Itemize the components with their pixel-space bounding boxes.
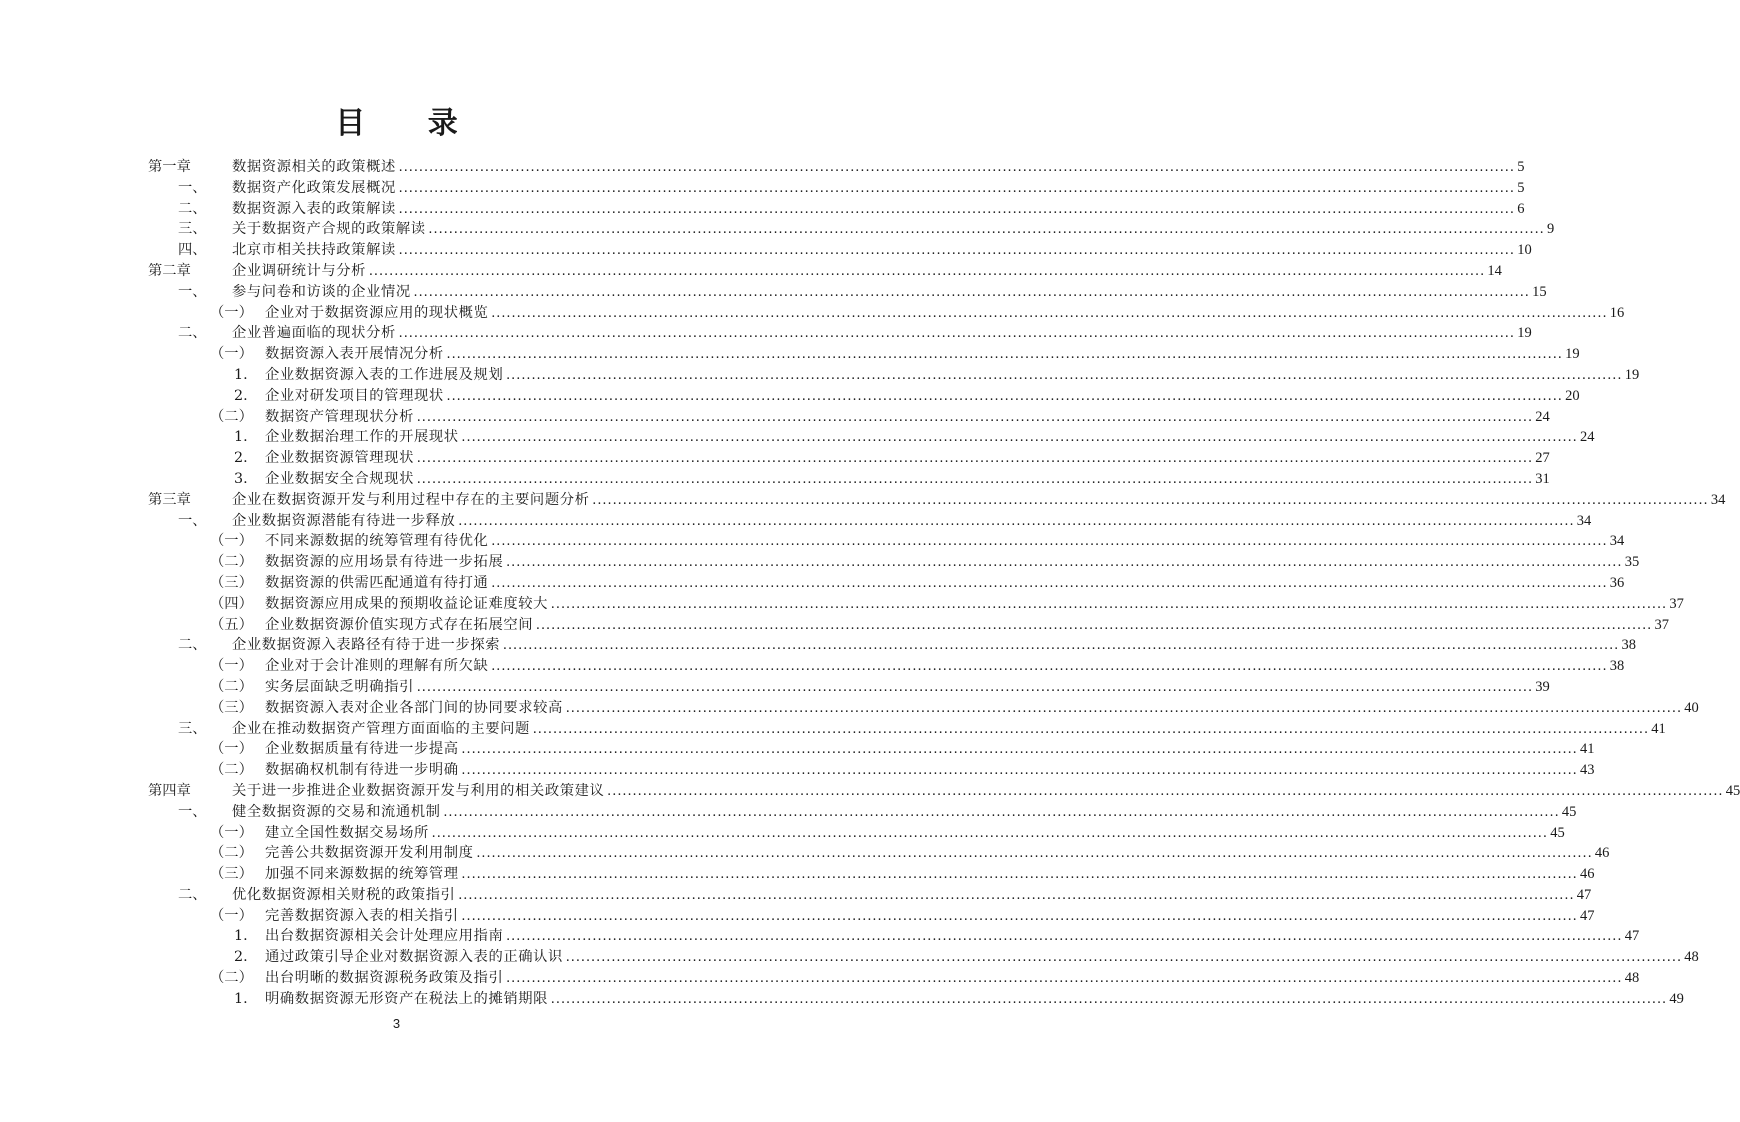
toc-entry-title: 企业数据资源潜能有待进一步释放 — [232, 512, 456, 529]
toc-entry-number: 1. — [234, 990, 248, 1007]
toc-entry-body — [265, 926, 1640, 947]
toc-entry-title: 企业在数据资源开发与利用过程中存在的主要问题分析 — [232, 491, 590, 508]
toc-entry-title: 数据资源入表对企业各部门间的协同要求较高 — [265, 699, 563, 716]
toc-entry[interactable] — [148, 240, 1532, 261]
toc-entry-title: 实务层面缺乏明确指引 — [265, 678, 414, 695]
toc-entry-title: 关于进一步推进企业数据资源开发与利用的相关政策建议 — [232, 782, 605, 799]
toc-entry-number: 二、 — [178, 637, 207, 654]
toc-entry-title: 企业数据安全合规现状 — [265, 470, 414, 487]
toc-entry-title: 出台明晰的数据资源税务政策及指引 — [265, 970, 504, 987]
toc-entry-page: 5 — [1517, 159, 1525, 175]
toc-entry-page: 39 — [1535, 678, 1550, 695]
toc-entry-body — [265, 407, 1550, 428]
toc-entry[interactable] — [148, 781, 1740, 802]
toc-entry-title: 参与问卷和访谈的企业情况 — [232, 283, 411, 300]
toc-entry[interactable] — [148, 365, 1640, 386]
toc-entry-title: 数据资源的应用场景有待进一步拓展 — [265, 554, 504, 571]
toc-entry-page: 5 — [1517, 179, 1525, 196]
toc-dot-leader: ............................................................................................................................................................................................................................ — [461, 741, 1578, 758]
toc-entry[interactable] — [148, 802, 1577, 823]
toc-dot-leader: ............................................................................................................................................................................................................................ — [458, 886, 1575, 903]
toc-dot-leader: ............................................................................................................................................................................................................................ — [532, 720, 1650, 737]
toc-entry-page: 37 — [1669, 595, 1684, 612]
toc-dot-leader: ............................................................................................................................................................................................................................ — [551, 990, 1668, 1007]
toc-entry[interactable] — [148, 490, 1726, 511]
toc-entry-number: （一） — [210, 346, 253, 363]
toc-entry-title: 企业数据治理工作的开展现状 — [265, 429, 459, 446]
toc-entry[interactable] — [148, 407, 1550, 428]
toc-entry-title: 企业数据资源入表的工作进展及规划 — [265, 366, 504, 383]
toc-entry-title: 企业数据资源入表路径有待于进一步探索 — [232, 637, 501, 654]
toc-entry-page: 10 — [1517, 242, 1532, 259]
toc-entry-body — [232, 199, 1525, 220]
toc-entry-body — [265, 823, 1565, 844]
toc-entry-body — [232, 719, 1666, 740]
toc-entry-title: 企业对于会计准则的理解有所欠缺 — [265, 658, 489, 675]
toc-entry-number: （三） — [210, 574, 253, 591]
toc-dot-leader: ............................................................................................................................................................................................................................ — [416, 408, 1534, 425]
toc-entry-page: 14 — [1487, 262, 1502, 279]
toc-entry-body — [232, 219, 1555, 240]
toc-dot-leader: ............................................................................................................................................................................................................................ — [413, 283, 1531, 300]
toc-entry-body — [265, 843, 1610, 864]
toc-entry-number: 一、 — [178, 803, 207, 820]
toc-entry-title: 出台数据资源相关会计处理应用指南 — [265, 928, 504, 945]
toc-entry-page: 37 — [1654, 616, 1669, 633]
toc-entry-body — [265, 303, 1625, 324]
toc-entry-title: 数据资源相关的政策概述 — [232, 159, 396, 175]
toc-entry-number: 第二章 — [148, 262, 191, 279]
toc-entry[interactable] — [148, 157, 1525, 178]
toc-entry-number: （一） — [210, 533, 253, 550]
toc-entry-body — [265, 906, 1595, 927]
toc-dot-leader: ............................................................................................................................................................................................................................ — [443, 803, 1560, 820]
toc-entry-body — [265, 947, 1699, 968]
toc-entry-title: 北京市相关扶持政策解读 — [232, 242, 396, 259]
toc-entry-number: 二、 — [178, 886, 207, 903]
toc-entry-body — [232, 490, 1726, 511]
toc-entry-title: 企业在推动数据资产管理方面面临的主要问题 — [232, 720, 530, 737]
toc-entry-number: （二） — [210, 970, 253, 987]
toc-entry[interactable] — [148, 261, 1502, 282]
toc-entry-page: 24 — [1580, 429, 1595, 446]
toc-entry-page: 24 — [1535, 408, 1550, 425]
toc-entry-body — [232, 802, 1577, 823]
toc-entry-title: 企业对研发项目的管理现状 — [265, 387, 444, 404]
toc-entry-body — [232, 511, 1592, 532]
toc-entry[interactable] — [148, 615, 1669, 636]
toc-dot-leader: ............................................................................................................................................................................................................................ — [446, 387, 1564, 404]
toc-dot-leader: ............................................................................................................................................................................................................................ — [506, 554, 1623, 571]
toc-entry-page: 19 — [1565, 346, 1580, 363]
toc-dot-leader: ............................................................................................................................................................................................................................ — [398, 200, 1516, 217]
toc-entry-body — [265, 365, 1640, 386]
toc-entry-page: 31 — [1535, 470, 1550, 487]
toc-entry-number: 2. — [234, 387, 248, 404]
toc-entry-body — [232, 261, 1502, 282]
toc-entry[interactable] — [148, 344, 1580, 365]
toc-entry-page: 47 — [1580, 907, 1595, 924]
toc-entry-body — [232, 240, 1532, 261]
toc-entry-page: 16 — [1609, 304, 1625, 321]
toc-entry[interactable] — [148, 843, 1610, 864]
toc-entry-number: 二、 — [178, 325, 207, 342]
toc-entry-page: 34 — [1576, 512, 1592, 529]
toc-entry[interactable] — [148, 386, 1580, 407]
toc-entry-body — [265, 698, 1699, 719]
toc-entry[interactable] — [148, 199, 1525, 220]
toc-dot-leader: ............................................................................................................................................................................................................................ — [458, 512, 1575, 529]
toc-entry[interactable] — [148, 823, 1565, 844]
toc-dot-leader: ............................................................................................................................................................................................................................ — [565, 699, 1683, 716]
toc-entry-number: （二） — [210, 762, 253, 779]
toc-entry-page: 34 — [1609, 533, 1625, 550]
toc-entry[interactable] — [148, 511, 1592, 532]
toc-dot-leader: ............................................................................................................................................................................................................................ — [491, 304, 1608, 321]
page-number: 3 — [392, 1016, 401, 1031]
toc-entry-page: 6 — [1517, 200, 1525, 217]
toc-entry-title: 加强不同来源数据的统筹管理 — [265, 866, 459, 883]
toc-entry-number: 三、 — [178, 720, 207, 737]
toc-dot-leader: ............................................................................................................................................................................................................................ — [369, 262, 1486, 279]
toc-dot-leader: ............................................................................................................................................................................................................................ — [398, 325, 1516, 342]
toc-dot-leader: ............................................................................................................................................................................................................................ — [416, 450, 1534, 467]
toc-entry-page: 35 — [1624, 554, 1640, 571]
toc-entry-title: 数据资源应用成果的预期收益论证难度较大 — [265, 595, 549, 612]
toc-entry-page: 47 — [1624, 928, 1640, 945]
toc-entry-page: 45 — [1725, 782, 1740, 799]
toc-entry[interactable] — [148, 531, 1625, 552]
toc-entry[interactable] — [148, 885, 1592, 906]
toc-entry-number: 1. — [234, 928, 248, 945]
toc-entry-page: 43 — [1580, 762, 1595, 779]
toc-entry-body — [265, 864, 1595, 885]
toc-entry-body — [265, 469, 1550, 490]
toc-entry-title: 完善数据资源入表的相关指引 — [265, 907, 459, 924]
toc-entry-number: （四） — [210, 595, 253, 612]
toc-entry-body — [232, 885, 1592, 906]
toc-entry-number: （一） — [210, 741, 253, 758]
toc-entry[interactable] — [148, 968, 1640, 989]
toc-entry-title: 数据资产管理现状分析 — [265, 408, 414, 425]
toc-entry-page: 20 — [1565, 387, 1580, 404]
toc-entry-number: 3. — [234, 470, 248, 487]
toc-entry-number: （一） — [210, 658, 253, 675]
toc-entry-title: 不同来源数据的统筹管理有待优化 — [265, 533, 489, 550]
toc-entry-title: 数据资源的供需匹配通道有待打通 — [265, 574, 489, 591]
toc-title: 目 录 — [335, 106, 484, 141]
toc-dot-leader: ............................................................................................................................................................................................................................ — [428, 221, 1545, 238]
toc-dot-leader: ............................................................................................................................................................................................................................ — [398, 179, 1516, 196]
toc-entry-number: （一） — [210, 907, 253, 924]
toc-entry-page: 41 — [1580, 741, 1595, 758]
toc-entry-number: 1. — [234, 429, 248, 446]
toc-dot-leader: ............................................................................................................................................................................................................................ — [506, 970, 1623, 987]
toc-entry-body — [232, 781, 1740, 802]
toc-dot-leader: ............................................................................................................................................................................................................................ — [461, 762, 1578, 779]
toc-entry[interactable] — [148, 864, 1595, 885]
toc-entry-number: （三） — [210, 866, 253, 883]
toc-dot-leader: ............................................................................................................................................................................................................................ — [476, 845, 1593, 862]
toc-entry[interactable] — [148, 947, 1699, 968]
toc-entry[interactable] — [148, 989, 1684, 1010]
toc-entry[interactable] — [148, 552, 1640, 573]
toc-entry-number: 一、 — [178, 179, 207, 196]
toc-entry-number: （三） — [210, 699, 253, 716]
toc-dot-leader: ............................................................................................................................................................................................................................ — [607, 782, 1724, 799]
toc-entry[interactable] — [148, 323, 1532, 344]
toc-entry[interactable] — [148, 469, 1550, 490]
toc-entry-body — [265, 677, 1550, 698]
toc-entry[interactable] — [148, 282, 1547, 303]
toc-entry-body — [265, 968, 1640, 989]
toc-entry-body — [265, 531, 1625, 552]
toc-entry-page: 38 — [1621, 637, 1636, 654]
toc-entry[interactable] — [148, 448, 1550, 469]
toc-entry-page: 46 — [1580, 866, 1595, 883]
toc-entry-body — [265, 989, 1684, 1010]
toc-entry-number: 2. — [234, 450, 248, 467]
toc-entry-number: （二） — [210, 678, 253, 695]
toc-entry-page: 15 — [1532, 283, 1547, 300]
toc-entry-title: 数据资产化政策发展概况 — [232, 179, 396, 196]
toc-dot-leader: ............................................................................................................................................................................................................................ — [398, 159, 1516, 175]
toc-entry[interactable] — [148, 926, 1640, 947]
toc-entry-title: 企业数据质量有待进一步提高 — [265, 741, 459, 758]
toc-entry[interactable] — [148, 178, 1525, 199]
toc-entry-body — [265, 344, 1580, 365]
toc-entry-title: 企业调研统计与分析 — [232, 262, 367, 279]
toc-entry[interactable] — [148, 635, 1636, 656]
toc-entry-page: 47 — [1576, 886, 1592, 903]
toc-entry-page: 19 — [1624, 366, 1640, 383]
toc-entry-title: 建立全国性数据交易场所 — [265, 824, 429, 841]
toc-entry-title: 完善公共数据资源开发利用制度 — [265, 845, 474, 862]
toc-entry-body — [265, 656, 1625, 677]
toc-entry-number: （一） — [210, 824, 253, 841]
toc-dot-leader: ............................................................................................................................................................................................................................ — [503, 637, 1620, 654]
toc-dot-leader: ............................................................................................................................................................................................................................ — [506, 928, 1623, 945]
toc-entry-title: 企业对于数据资源应用的现状概览 — [265, 304, 489, 321]
toc-entry[interactable] — [148, 594, 1684, 615]
toc-entry[interactable] — [148, 677, 1550, 698]
toc-entry-title: 数据确权机制有待进一步明确 — [265, 762, 459, 779]
toc-entry-body — [265, 760, 1595, 781]
toc-entry-number: 四、 — [178, 242, 207, 259]
toc-dot-leader: ............................................................................................................................................................................................................................ — [491, 533, 1608, 550]
toc-entry-number: （二） — [210, 845, 253, 862]
toc-entry-title: 企业数据资源价值实现方式存在拓展空间 — [265, 616, 534, 633]
toc-dot-leader: ............................................................................................................................................................................................................................ — [461, 429, 1578, 446]
toc-entry-body — [265, 573, 1625, 594]
toc-entry-body — [265, 552, 1640, 573]
toc-entry-title: 数据资源入表的政策解读 — [232, 200, 396, 217]
toc-dot-leader: ............................................................................................................................................................................................................................ — [398, 242, 1516, 259]
toc-entry-title: 明确数据资源无形资产在税法上的摊销期限 — [265, 990, 549, 1007]
toc-entry-body — [232, 635, 1636, 656]
toc-entry[interactable] — [148, 573, 1625, 594]
toc-entry-number: 一、 — [178, 283, 207, 300]
toc-entry-number: 第三章 — [148, 491, 191, 508]
toc-dot-leader: ............................................................................................................................................................................................................................ — [491, 574, 1608, 591]
toc-entry-page: 46 — [1594, 845, 1610, 862]
toc-dot-leader: ............................................................................................................................................................................................................................ — [461, 866, 1578, 883]
toc-dot-leader: ............................................................................................................................................................................................................................ — [431, 824, 1549, 841]
toc-entry-number: 二、 — [178, 200, 207, 217]
toc-entry-page: 27 — [1535, 450, 1550, 467]
toc-entry-page: 45 — [1550, 824, 1565, 841]
toc-entry-title: 关于数据资产合规的政策解读 — [232, 221, 426, 238]
toc-entry-number: （二） — [210, 408, 253, 425]
toc-entry-number: 1. — [234, 366, 248, 383]
toc-entry[interactable] — [148, 656, 1625, 677]
toc-entry-page: 38 — [1609, 658, 1625, 675]
toc-dot-leader: ............................................................................................................................................................................................................................ — [446, 346, 1564, 363]
toc-dot-leader: ............................................................................................................................................................................................................................ — [536, 616, 1653, 633]
toc-entry-body — [232, 282, 1547, 303]
toc-entry-number: 第四章 — [148, 782, 191, 799]
toc-entry[interactable] — [148, 739, 1595, 760]
toc-entry-body — [265, 448, 1550, 469]
toc-entry-body — [232, 157, 1525, 178]
toc-entry-number: （一） — [210, 304, 253, 321]
toc-entry-page: 41 — [1651, 720, 1666, 737]
toc-entry-title: 通过政策引导企业对数据资源入表的正确认识 — [265, 949, 563, 966]
toc-entry-page: 48 — [1624, 970, 1640, 987]
toc-entry-page: 36 — [1609, 574, 1625, 591]
toc-entry[interactable] — [148, 760, 1595, 781]
toc-entry-number: 三、 — [178, 221, 207, 238]
toc-dot-leader: ............................................................................................................................................................................................................................ — [551, 595, 1668, 612]
toc-entry-page: 49 — [1669, 990, 1684, 1007]
toc-entry-body — [265, 594, 1684, 615]
toc-dot-leader: ............................................................................................................................................................................................................................ — [491, 658, 1608, 675]
toc-entry-body — [232, 178, 1525, 199]
toc-entry[interactable] — [148, 427, 1595, 448]
toc-entry-title: 企业普遍面临的现状分析 — [232, 325, 396, 342]
toc-dot-leader: ............................................................................................................................................................................................................................ — [461, 907, 1578, 924]
toc-entry-page: 40 — [1684, 699, 1699, 716]
toc-entry-number: （二） — [210, 554, 253, 571]
toc-list — [148, 157, 1740, 1010]
toc-entry-title: 健全数据资源的交易和流通机制 — [232, 803, 441, 820]
toc-entry-title: 优化数据资源相关财税的政策指引 — [232, 886, 456, 903]
toc-dot-leader: ............................................................................................................................................................................................................................ — [506, 366, 1623, 383]
toc-dot-leader: ............................................................................................................................................................................................................................ — [416, 678, 1534, 695]
toc-entry-body — [265, 615, 1669, 636]
toc-entry-page: 19 — [1517, 325, 1532, 342]
toc-entry[interactable] — [148, 698, 1699, 719]
toc-dot-leader: ............................................................................................................................................................................................................................ — [592, 491, 1709, 508]
toc-entry-body — [265, 427, 1595, 448]
toc-entry-body — [265, 739, 1595, 760]
toc-entry-page: 9 — [1547, 221, 1555, 238]
toc-dot-leader: ............................................................................................................................................................................................................................ — [565, 949, 1683, 966]
toc-entry-number: 一、 — [178, 512, 207, 529]
toc-entry-body — [265, 386, 1580, 407]
toc-entry-title: 企业数据资源管理现状 — [265, 450, 414, 467]
toc-entry[interactable] — [148, 906, 1595, 927]
toc-entry[interactable] — [148, 219, 1555, 240]
toc-entry[interactable] — [148, 303, 1625, 324]
toc-entry[interactable] — [148, 719, 1666, 740]
toc-entry-number: （五） — [210, 616, 253, 633]
toc-entry-number: 第一章 — [148, 159, 191, 175]
toc-dot-leader: ............................................................................................................................................................................................................................ — [416, 470, 1534, 487]
toc-entry-title: 数据资源入表开展情况分析 — [265, 346, 444, 363]
toc-entry-body — [232, 323, 1532, 344]
toc-entry-number: 2. — [234, 949, 248, 966]
toc-entry-page: 34 — [1710, 491, 1726, 508]
toc-entry-page: 45 — [1561, 803, 1577, 820]
toc-entry-page: 48 — [1684, 949, 1699, 966]
